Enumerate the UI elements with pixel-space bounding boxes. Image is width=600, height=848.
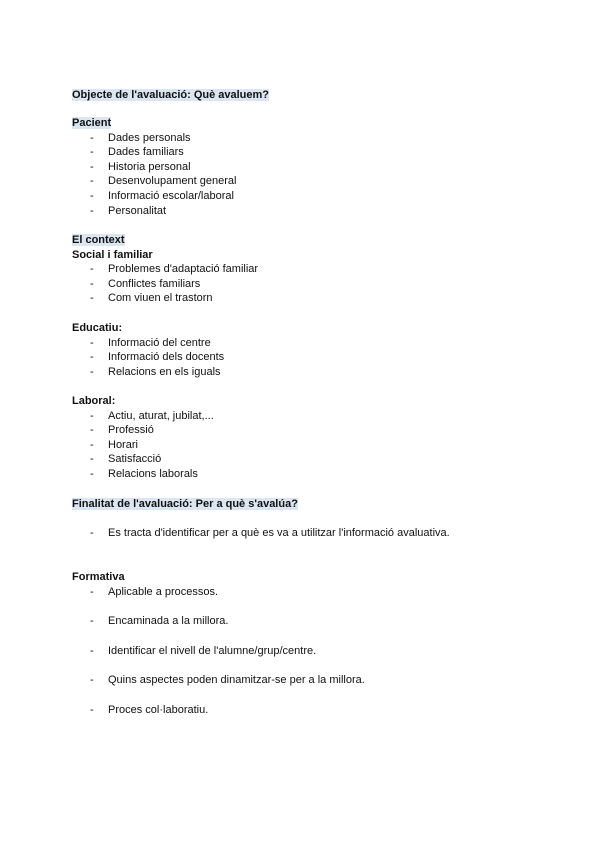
list-item: - Personalitat (90, 204, 167, 217)
list-item: - Es tracta d'identificar per a què es va a utilitzar l'informació avaluativa. (90, 527, 450, 539)
formativa-title: Formativa (72, 571, 125, 583)
educatiu-list (72, 336, 224, 380)
list-item: - Informació escolar/laboral (90, 189, 234, 202)
list-item: - Encaminada a la millora. (90, 615, 229, 628)
list-item: - Historia personal (90, 160, 191, 173)
educatiu-title: Educatiu: (72, 322, 123, 334)
list-item: - Satisfacció (90, 453, 162, 466)
list-item: - Aplicable a processos. (90, 585, 219, 598)
list-item: - Informació del centre (90, 336, 211, 349)
list-item: - Proces col·laboratiu. (90, 703, 209, 716)
pacient-list (72, 131, 236, 219)
list-item: - Professió (90, 424, 154, 437)
finalitat-title: Finalitat de l'avaluació: Per a què s'avalúa? (72, 498, 298, 510)
formativa-list (72, 585, 365, 718)
list-item: - Relacions en els iguals (90, 365, 221, 378)
context-section (72, 233, 258, 306)
finalitat-list (72, 526, 450, 541)
laboral-title: Laboral: (72, 395, 116, 407)
context-title: El context (72, 234, 125, 246)
formativa-section (72, 570, 365, 733)
educatiu-section (72, 321, 224, 379)
list-item: - Desenvolupament general (90, 175, 237, 188)
social-title: Social i familiar (72, 248, 153, 261)
list-item: - Actiu, aturat, jubilat,... (90, 409, 214, 422)
objecte-title: Objecte de l'avaluació: Què avaluem? (72, 89, 270, 101)
list-item: - Dades personals (90, 131, 191, 144)
list-item: - Conflictes familiars (90, 277, 201, 290)
pacient-title: Pacient (72, 117, 112, 129)
list-item: - Relacions laborals (90, 467, 198, 480)
laboral-section (72, 394, 214, 482)
list-item: - Identificar el nivell de l'alumne/grup/centre. (90, 644, 317, 657)
laboral-list (72, 409, 214, 482)
objecte-section (72, 88, 269, 103)
list-item: - Com viuen el trastorn (90, 292, 213, 305)
list-item: - Dades familiars (90, 146, 184, 159)
social-list (72, 262, 258, 306)
list-item: - Informació dels docents (90, 351, 225, 364)
list-item: - Horari (90, 438, 138, 451)
list-item: - Problemes d'adaptació familiar (90, 263, 259, 276)
finalitat-section (72, 497, 298, 512)
finalitat-body (72, 526, 450, 541)
pacient-section (72, 116, 236, 218)
list-item: - Quins aspectes poden dinamitzar-se per a la millora. (90, 674, 365, 687)
